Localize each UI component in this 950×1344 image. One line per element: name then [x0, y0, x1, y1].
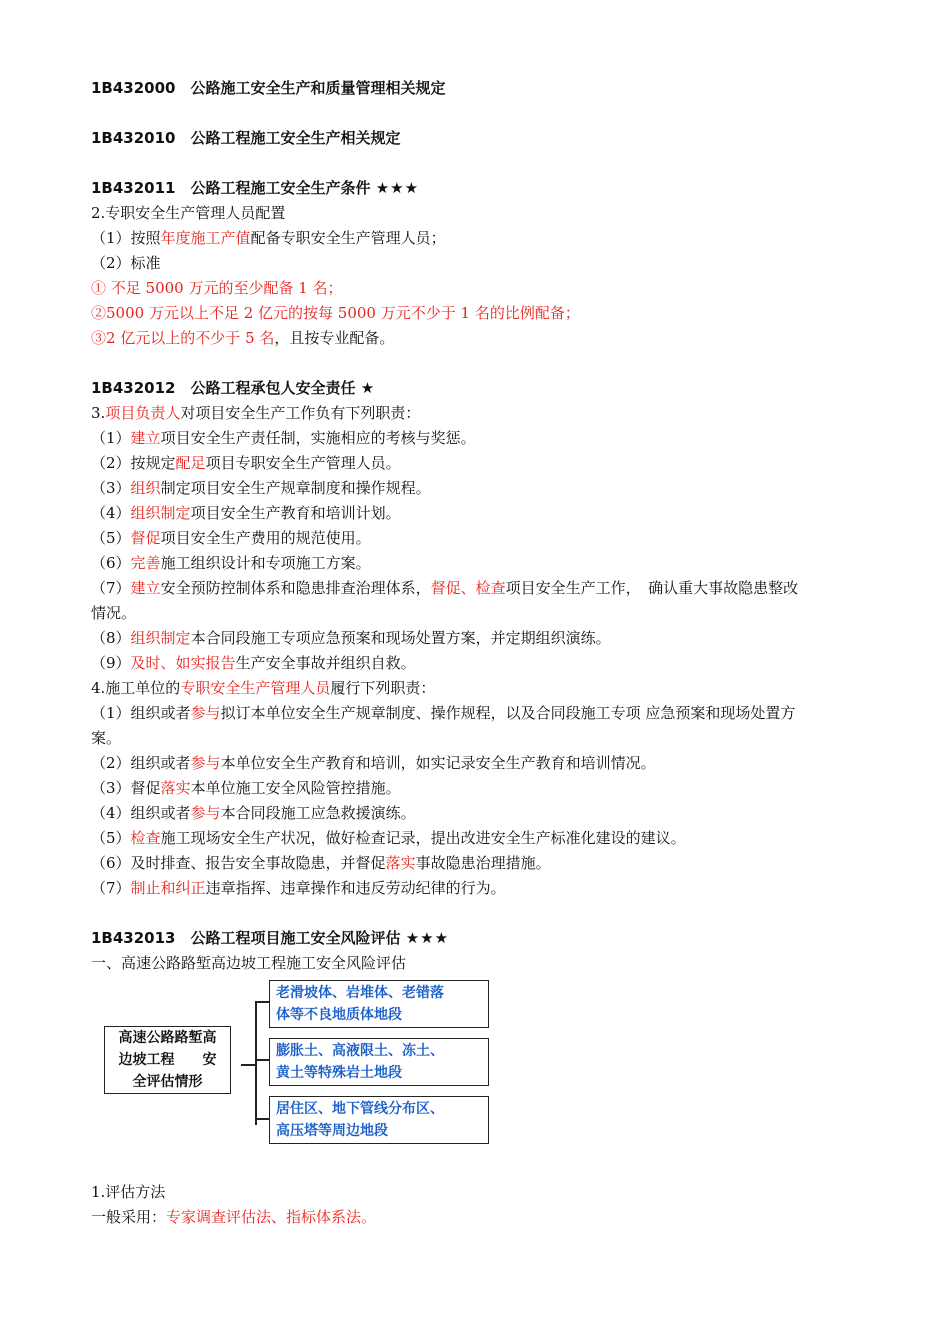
list-item: （5）督促项目安全生产费用的规范使用。 — [91, 529, 371, 547]
connector-branch — [255, 1001, 269, 1003]
diagram-branch-box — [269, 980, 489, 1028]
connector-horizontal — [241, 1064, 255, 1066]
list-item: （7）制止和纠正违章指挥、违章操作和违反劳动纪律的行为。 — [91, 879, 506, 897]
list-item: （1）建立项目安全生产责任制，实施相应的考核与奖惩。 — [91, 429, 476, 447]
importance-stars: ★ — [360, 379, 376, 397]
list-item: （1）组织或者参与拟订本单位安全生产规章制度、操作规程，以及合同段施工专项 应急预案和现场处置方 — [91, 704, 796, 722]
list-item-continued: 案。 — [91, 729, 122, 747]
document-page — [91, 76, 891, 1230]
heading-topic-2-text: 1B432012 公路工程承包人安全责任 — [91, 379, 356, 397]
heading-topic-3-text: 1B432013 公路工程项目施工安全风险评估 — [91, 929, 401, 947]
heading-chapter: 1B432000 公路施工安全生产和质量管理相关规定 — [91, 79, 446, 97]
diagram-branch-box — [269, 1096, 489, 1144]
diagram-branch-box — [269, 1038, 489, 1086]
importance-stars: ★★★ — [405, 929, 450, 947]
list-item: （6）完善施工组织设计和专项施工方案。 — [91, 554, 371, 572]
paragraph: 1.评估方法 — [91, 1183, 166, 1201]
risk-assessment-diagram — [91, 980, 491, 1150]
paragraph: 一般采用：专家调查评估法、指标体系法。 — [91, 1208, 377, 1226]
list-item-continued: 情况。 — [91, 604, 137, 622]
list-item: （3）组织制定项目安全生产规章制度和操作规程。 — [91, 479, 431, 497]
paragraph: （1）按照年度施工产值配备专职安全生产管理人员； — [91, 229, 446, 247]
heading-topic-1-text: 1B432011 公路工程施工安全生产条件 — [91, 179, 371, 197]
list-item: （7）建立安全预防控制体系和隐患排查治理体系，督促、检查项目安全生产工作， 确认重大事故隐患整改 — [91, 579, 799, 597]
list-item: （4）组织或者参与本合同段施工应急救援演练。 — [91, 804, 416, 822]
connector-branch — [255, 1059, 269, 1061]
paragraph-highlight: ②5000 万元以上不足 2 亿元的按每 5000 万元不少于 1 名的比例配备； — [91, 304, 580, 322]
diagram-root-line: 高速公路路堑高 — [118, 1030, 217, 1046]
list-item: （8）组织制定本合同段施工专项应急预案和现场处置方案，并定期组织演练。 — [91, 629, 611, 647]
list-item: （6）及时排查、报告安全事故隐患，并督促落实事故隐患治理措施。 — [91, 854, 551, 872]
diagram-branch-line: 高压塔等周边地段 — [276, 1123, 388, 1139]
heading-section: 1B432010 公路工程施工安全生产相关规定 — [91, 129, 401, 147]
heading-topic-2 — [91, 376, 891, 401]
list-item: （9）及时、如实报告生产安全事故并组织自救。 — [91, 654, 416, 672]
importance-stars: ★★★ — [375, 179, 420, 197]
diagram-branch-line: 居住区、地下管线分布区、 — [276, 1101, 444, 1117]
list-item: （4）组织制定项目安全生产教育和培训计划。 — [91, 504, 401, 522]
paragraph: 一、高速公路路堑高边坡工程施工安全风险评估 — [91, 954, 407, 972]
paragraph: （2）标准 — [91, 254, 161, 272]
paragraph-highlight: ① 不足 5000 万元的至少配备 1 名； — [91, 279, 343, 297]
diagram-root-line: 全评估情形 — [132, 1074, 203, 1090]
list-item: （3）督促落实本单位施工安全风险管控措施。 — [91, 779, 401, 797]
paragraph: 4.施工单位的专职安全生产管理人员履行下列职责： — [91, 679, 436, 697]
heading-topic-3 — [91, 926, 891, 951]
heading-topic-1 — [91, 176, 891, 201]
list-item: （5）检查施工现场安全生产状况，做好检查记录，提出改进安全生产标准化建设的建议。 — [91, 829, 686, 847]
diagram-branch-line: 老滑坡体、岩堆体、老错落 — [276, 985, 444, 1001]
diagram-root-line: 边坡工程 安 — [118, 1052, 217, 1068]
paragraph: ③2 亿元以上的不少于 5 名，且按专业配备。 — [91, 329, 395, 347]
diagram-branch-line: 体等不良地质体地段 — [276, 1007, 402, 1023]
list-item: （2）组织或者参与本单位安全生产教育和培训，如实记录安全生产教育和培训情况。 — [91, 754, 656, 772]
paragraph: 3.项目负责人对项目安全生产工作负有下列职责： — [91, 404, 421, 422]
diagram-root-box — [104, 1026, 231, 1094]
diagram-branch-line: 膨胀土、高液限土、冻土、 — [276, 1043, 444, 1059]
list-item: （2）按规定配足项目专职安全生产管理人员。 — [91, 454, 401, 472]
diagram-branch-line: 黄土等特殊岩土地段 — [276, 1065, 402, 1081]
connector-branch — [255, 1118, 269, 1120]
connector-vertical — [255, 1001, 257, 1125]
paragraph: 2.专职安全生产管理人员配置 — [91, 204, 286, 222]
